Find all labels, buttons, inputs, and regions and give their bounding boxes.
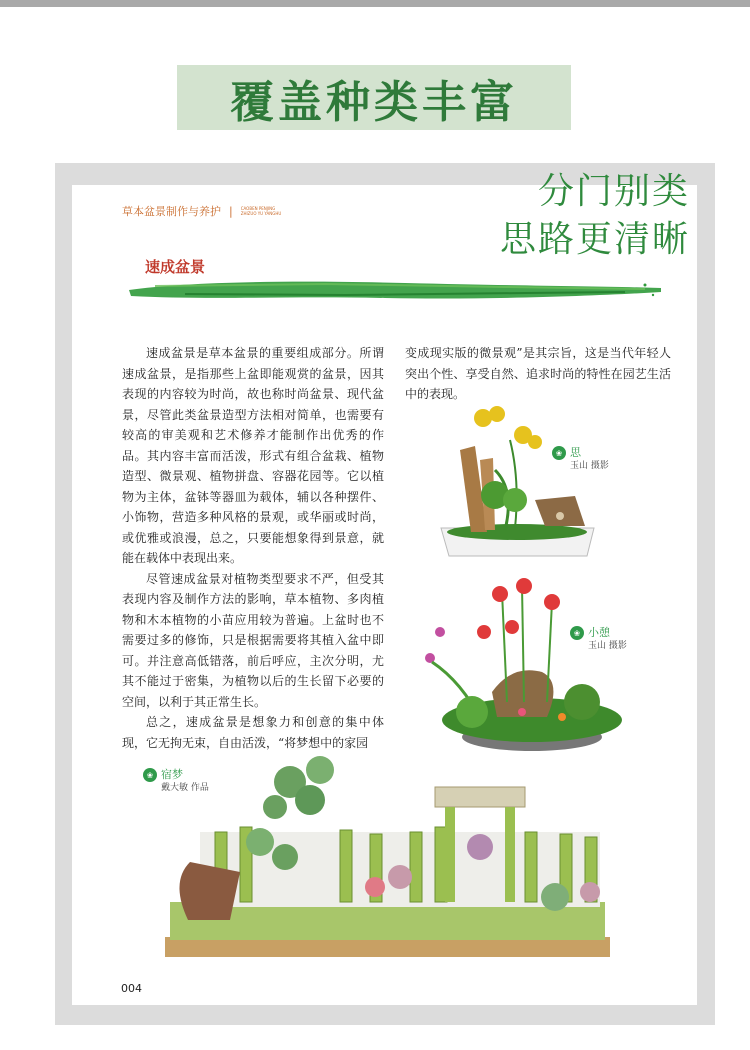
paragraph: 速成盆景是草本盆景的重要组成部分。所谓速成盆景，是指那些上盆即能观赏的盆景，因其表现的内容较为时尚，故也称时尚盆景、现代盆景，尽管此类盆景造型方法相对简单，也需要有较高的审美观和艺术修养才能制作出优秀的作品。其内容丰富而活泼，形式有组合盆栽、植物造型、微景观、植物拼盘、容器花园等。它以植物为主体，盆钵等器皿为载体，辅以各种摆件、小饰物，营造多种风格的景观，或华丽或时尚，或优雅或浪漫，总之，只要能想象得到景意，就能在载体中表现出来。: [122, 346, 384, 565]
caption-credit: 戴大敏 作品: [161, 783, 209, 793]
brush-stroke-divider: [125, 276, 665, 304]
bonsai-photo-sumeng: [160, 752, 615, 960]
paragraph: 变成现实版的微景观”是其宗旨，这是当代年轻人突出个性、享受自然、追求时尚的特性在园艺生活中的表现。: [405, 346, 671, 401]
overlay-line-2: 思路更清晰: [499, 219, 690, 260]
page-number: 004: [121, 982, 142, 995]
leaf-icon: ❀: [552, 446, 566, 460]
running-head: [122, 203, 285, 219]
caption-title: 小憩: [588, 626, 610, 639]
photo-caption-si: [552, 446, 609, 473]
book-title: 草本盆景制作与养护: [122, 205, 221, 218]
paragraph: 总之，速成盆景是想象力和创意的集中体现，它无拘无束，自由活泼，“将梦想中的家园: [122, 715, 384, 750]
bonsai-photo-xiaoqi: [412, 572, 627, 757]
section-title: 速成盆景: [145, 258, 206, 276]
caption-title: 思: [570, 446, 581, 459]
running-head-separator: |: [229, 204, 233, 218]
caption-credit: 玉山 摄影: [588, 641, 627, 651]
body-column-left: [122, 343, 384, 753]
banner-title: 覆盖种类丰富: [230, 76, 518, 128]
feature-banner: [177, 65, 571, 130]
photo-caption-xiaoqi: [570, 626, 627, 653]
paragraph: 尽管速成盆景对植物类型要求不严，但受其表现内容及制作方法的影响，草本植物、多肉植物和木本植物的小苗应用较为普遍。上盆时也不需要过多的修饰，只是根据需要将其植入盆中即可。并注意高低错落，前后呼应，主次分明，尤其不能过于密集，为植物以后的生长留下必要的空间，以利于其正常生长。: [122, 571, 384, 709]
leaf-icon: ❀: [143, 768, 157, 782]
leaf-icon: ❀: [570, 626, 584, 640]
overlay-line-1: 分门别类: [537, 171, 690, 212]
overlay-callout: [500, 168, 690, 264]
caption-title: 宿梦: [161, 768, 183, 781]
body-column-right: [405, 343, 671, 405]
bonsai-photo-si: [435, 400, 600, 562]
caption-credit: 玉山 摄影: [570, 461, 609, 471]
top-rule: [0, 0, 750, 7]
book-title-pinyin: CAOBEN PENJING ZHIZUO YU YANGHU: [240, 206, 282, 216]
